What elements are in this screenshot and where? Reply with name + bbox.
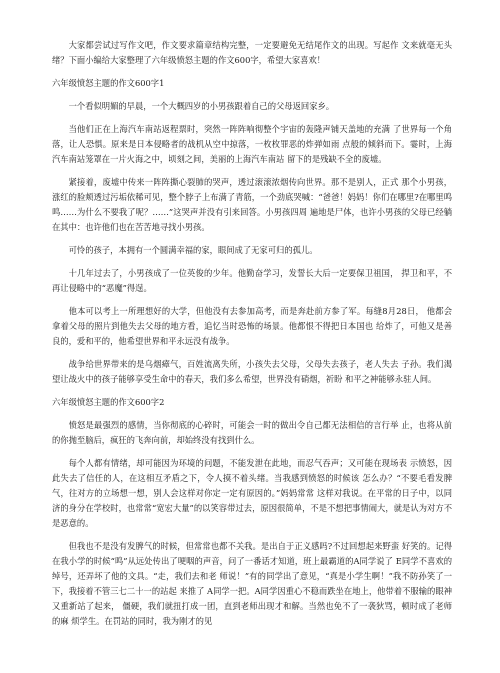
section-heading-1: 六年级愤怒主题的作文600字1: [52, 78, 165, 88]
body-paragraph: 他本可以考上一所理想好的大学，但他没有去参加高考，而是奔赴前方参了军。每缝8月28日， 他都会拿着父母的照片到他失去父母的地方看，追忆当时恐怖的场景。他都恨不得把日本国也 给炸了，可他又是善良的，爱和平的，他希望世界和平永远没有战争。: [52, 306, 452, 346]
intro-paragraph: 大家都尝试过写作文吧，作文要求篇章结构完整，一定要避免无结尾作文的出现。写起作 文来就毫无头绪？下面小编给大家整理了六年级愤怒主题的作文600字，希望大家喜欢！: [52, 40, 452, 65]
section-heading-2: 六年级愤怒主题的作文600字2: [52, 397, 165, 407]
body-paragraph: 愤怒是最强烈的感情，当你彻底的心碎时，可能会一时的做出令自己都无法相信的言行举 止，也将从前的你抛至脑后，疯狂的飞奔向前，却始终没有找到什么。: [52, 420, 452, 445]
body-paragraph: 十几年过去了，小男孩成了一位英俊的少年。他勤奋学习，发誓长大后一定要保卫祖国， 捍卫和平，不再让侵略中的“恶魔”得逞。: [52, 268, 452, 293]
body-paragraph: 当他们正在上海汽车南站返程票时，突然一阵阵响彻整个宇宙的轰隆声铺天盖地的充满 了世界每一个角落，让人恐惧。原来是日本侵略者的战机从空中掠落，一枚枚罪恶的炸弹如雨 点般的倾斜而下。霎时，上海汽车南站笼罩在一片火海之中，顷刻之间，美丽的上海汽车南站 留下的是残缺不全的废墟。: [52, 124, 452, 164]
body-paragraph: 战争给世界带来的是乌烟瘴气，百姓流离失所，小孩失去父母，父母失去孩子，老人失去 子孙。我们渴望让战火中的孩子能够享受生命中的春天，我们多么希望，世界没有硝烟，祈盼 和平之神能够永驻人间。: [52, 359, 452, 384]
body-paragraph: 紧接着，废墟中传来一阵阵撕心裂肺的哭声，透过滚滚浓烟传向世界。那不是别人，正式 那个小男孩，涨红的脸颊透过污垢依稀可见，整个脖子上布满了青筋，一个劲底哭喊：“爸爸！妈妈！你们在哪里?在哪里鸣鸣……为什么不要我了呢？……”这哭声并没有引来回答。小男孩四周 遍地是尸体，也许小男孩的父母已经躺在其中：也许他们也在苦苦地寻找小男孩。: [52, 177, 452, 232]
body-paragraph: 可怜的孩子，本拥有一个圆满幸福的家，眼间成了无家可归的孤儿。: [68, 245, 318, 255]
body-paragraph: 每个人都有情绪，却可能因为环境的问题，不能发泄在此地，而忍气吞声；又可能在现场表 示愤怒，因此失去了信任的人，在这相互矛盾之下，令人摸不着头绪。当我感到愤怒的时候该 怎么办？“不要毛看发脾气，往对方的立场想一想，别人会这样对你定一定有原因的。”妈妈常常 这样对我说。在平常的日子中，以同济的身分在学校时，也常常“宽宏大量”的以笑容带过去，原因很简单，不是不想把事情闹大，就是认为对方不是恶意的。: [52, 458, 452, 528]
body-paragraph: 但我也不是没有发脾气的时候，但常常也都不关我。是出自于正义感吗?不过回想起来野蛮 好笑的。记得在我小学的时候“鸣”从远处传出了哽咽的声音，问了一番话才知道，班上最霸道的A同学说了 E同学不喜欢的绰号，还弄坏了他的文具。“走，我们去和老 师说！”有的同学出了意见，“真是小学生啊！”我不防孙笑了一下，我接着不管三七二十一的站起 来推了 A同学一把。A同学因重心不稳而跌坐在地上，他带着不服输的眼神又重新站了起来， 僵硬，我们就扭打成一团，直到老师出现才和解。当然也免不了一袭狄骂，顿时成了老师的麻 烦学生。在罚站的同时，我为刚才的见: [52, 541, 452, 626]
body-paragraph: 一个看似明媚的早晨，一个大概四岁的小男孩跟着自己的父母返回家乡。: [68, 101, 335, 111]
